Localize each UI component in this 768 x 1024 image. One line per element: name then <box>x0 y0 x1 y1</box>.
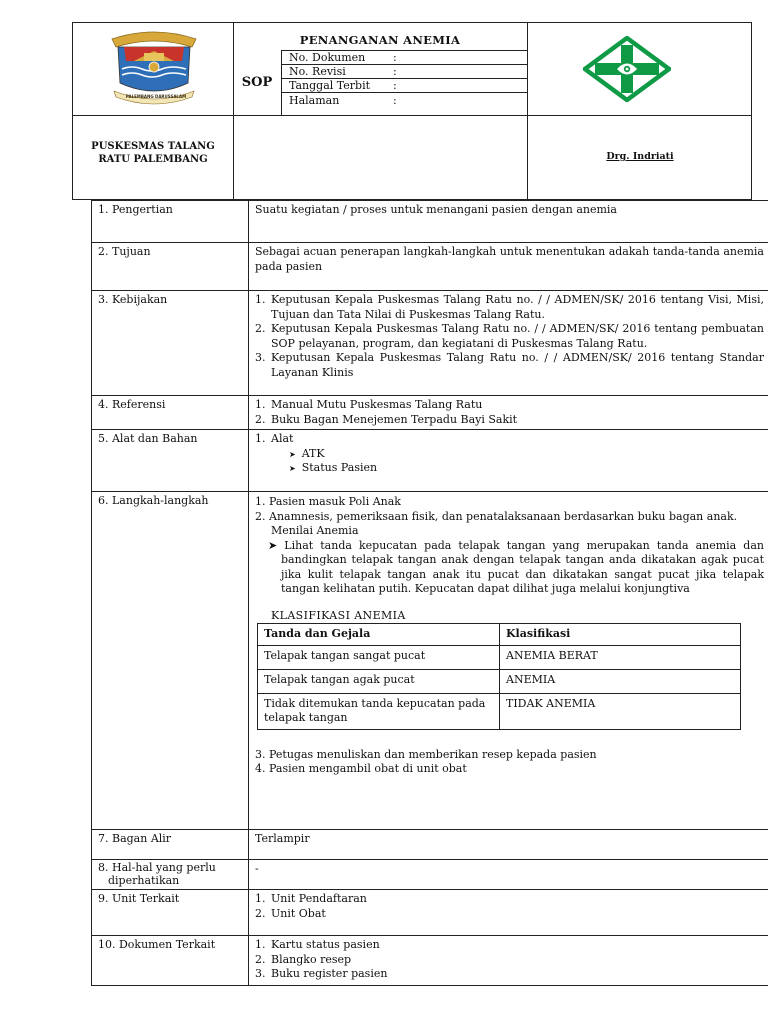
sop-body-table <box>91 200 768 986</box>
label-hal-hal: 8. Hal-hal yang perlu diperhatikan <box>92 860 249 890</box>
meta-tanggal-terbit: Tanggal Terbit : <box>289 79 397 92</box>
label-kebijakan: 3. Kebijakan <box>92 291 249 396</box>
row-pengertian <box>92 201 768 243</box>
list-item: 1. Unit Pendaftaran <box>269 892 764 907</box>
meta-no-revisi: No. Revisi : <box>289 65 397 78</box>
signer-name: Drg. Indriati <box>606 151 674 162</box>
list-item: 1. Manual Mutu Puskesmas Talang Ratu <box>269 398 764 413</box>
value-hal-hal: - <box>249 860 768 890</box>
table-cell: Tidak ditemukan tanda kepucatan pada telapak tangan <box>258 693 500 729</box>
table-cell: Telapak tangan sangat pucat <box>258 645 500 669</box>
value-pengertian: Suatu kegiatan / proses untuk menangani pasien dengan anemia <box>249 201 768 243</box>
city-emblem-text: PALEMBANG DARUSSALAM <box>125 94 187 99</box>
value-alat <box>249 430 768 492</box>
label-tujuan: 2. Tujuan <box>92 243 249 291</box>
step-3: 3. Petugas menuliskan dan memberikan resep kepada pasien <box>255 747 597 761</box>
value-tujuan: Sebagai acuan penerapan langkah-langkah untuk menentukan adakah tanda-tanda anemia pada pasien <box>249 243 768 291</box>
list-item: 1. Alat ➤ ATK ➤ Status Pasien <box>269 432 764 476</box>
sop-label: SOP <box>241 74 273 90</box>
arrow-icon: ➤ <box>268 538 278 552</box>
list-item: 2. Keputusan Kepala Puskesmas Talang Ratu no. / / ADMEN/SK/ 2016 tentang pembuatan SOP pelayanan, program, dan kegiatani di Puskesmas Talang Ratu. <box>269 322 764 351</box>
label-bagan-alir: 7. Bagan Alir <box>92 830 249 860</box>
table-cell: Telapak tangan agak pucat <box>258 669 500 693</box>
alat-list <box>255 432 764 476</box>
value-referensi <box>249 396 768 430</box>
referensi-list <box>255 398 764 427</box>
value-unit-terkait <box>249 890 768 936</box>
table-row <box>258 624 741 646</box>
value-kebijakan <box>249 291 768 396</box>
table-header: Tanda dan Gejala <box>258 624 500 646</box>
label-pengertian: 1. Pengertian <box>92 201 249 243</box>
list-item: 3. Keputusan Kepala Puskesmas Talang Ratu no. / / ADMEN/SK/ 2016 tentang Standar Layanan Klinis <box>269 351 764 380</box>
table-cell: ANEMIA BERAT <box>500 645 741 669</box>
label-alat: 5. Alat dan Bahan <box>92 430 249 492</box>
table-row <box>258 645 741 669</box>
step-4: 4. Pasien mengambil obat di unit obat <box>255 762 467 776</box>
table-cell: ANEMIA <box>500 669 741 693</box>
list-item: 1. Kartu status pasien <box>269 938 764 953</box>
arrow-paragraph: ➤ Lihat tanda kepucatan pada telapak tangan yang merupakan tanda anemia dan bandingkan telapak tangan anak dengan telapak tangan anda dikatakan agak pucat jika kulit telapak tangan anak itu pucat dan dikatakan sangat pucat jika telapak tangan kelihatan putih. Kepucatan dapat dilihat juga melalui konjungtiva <box>268 538 764 596</box>
row-unit-terkait <box>92 890 768 936</box>
row-kebijakan <box>92 291 768 396</box>
klasifikasi-title: KLASIFIKASI ANEMIA <box>271 608 406 622</box>
row-dokumen-terkait <box>92 936 768 986</box>
puskesmas-logo-icon <box>583 36 671 102</box>
row-referensi <box>92 396 768 430</box>
kebijakan-list <box>255 293 764 380</box>
label-unit-terkait: 9. Unit Terkait <box>92 890 249 936</box>
table-header: Klasifikasi <box>500 624 741 646</box>
list-item: ➤ Status Pasien <box>287 461 764 476</box>
meta-no-dokumen: No. Dokumen : <box>289 51 397 64</box>
row-tujuan <box>92 243 768 291</box>
row-bagan-alir <box>92 830 768 860</box>
unit-list <box>255 892 764 921</box>
row-hal-hal <box>92 860 768 890</box>
list-item: 2. Unit Obat <box>269 907 764 922</box>
step-2: 2. Anamnesis, pemeriksaan fisik, dan penatalaksanaan berdasarkan buku bagan anak. <box>255 509 738 523</box>
list-item: ➤ ATK <box>287 447 764 462</box>
puskesmas-name: PUSKESMAS TALANG RATU PALEMBANG <box>91 141 215 165</box>
sop-header <box>72 22 752 200</box>
dokumen-list <box>255 938 764 982</box>
table-row <box>258 693 741 729</box>
list-item: 1. Keputusan Kepala Puskesmas Talang Ratu no. / / ADMEN/SK/ 2016 tentang Visi, Misi, Tujuan dan Tata Nilai di Puskesmas Talang Ratu. <box>269 293 764 322</box>
label-langkah: 6. Langkah-langkah <box>92 492 249 830</box>
klasifikasi-table <box>257 623 741 730</box>
document-title: PENANGANAN ANEMIA <box>299 33 461 47</box>
meta-halaman: Halaman : <box>289 94 397 107</box>
label-dokumen-terkait: 10. Dokumen Terkait <box>92 936 249 986</box>
alat-sublist <box>271 447 764 476</box>
value-bagan-alir: Terlampir <box>249 830 768 860</box>
value-dokumen-terkait <box>249 936 768 986</box>
table-cell: TIDAK ANEMIA <box>500 693 741 729</box>
list-item: 2. Buku Bagan Menejemen Terpadu Bayi Sakit <box>269 413 764 428</box>
menilai-anemia: Menilai Anemia <box>271 524 359 538</box>
city-emblem-cell <box>73 23 233 115</box>
step-1: 1. Pasien masuk Poli Anak <box>255 495 401 509</box>
table-row <box>258 669 741 693</box>
list-item: 3. Buku register pasien <box>269 967 764 982</box>
value-langkah <box>249 492 768 830</box>
row-langkah <box>92 492 768 830</box>
list-item: 2. Blangko resep <box>269 953 764 968</box>
label-referensi: 4. Referensi <box>92 396 249 430</box>
row-alat <box>92 430 768 492</box>
